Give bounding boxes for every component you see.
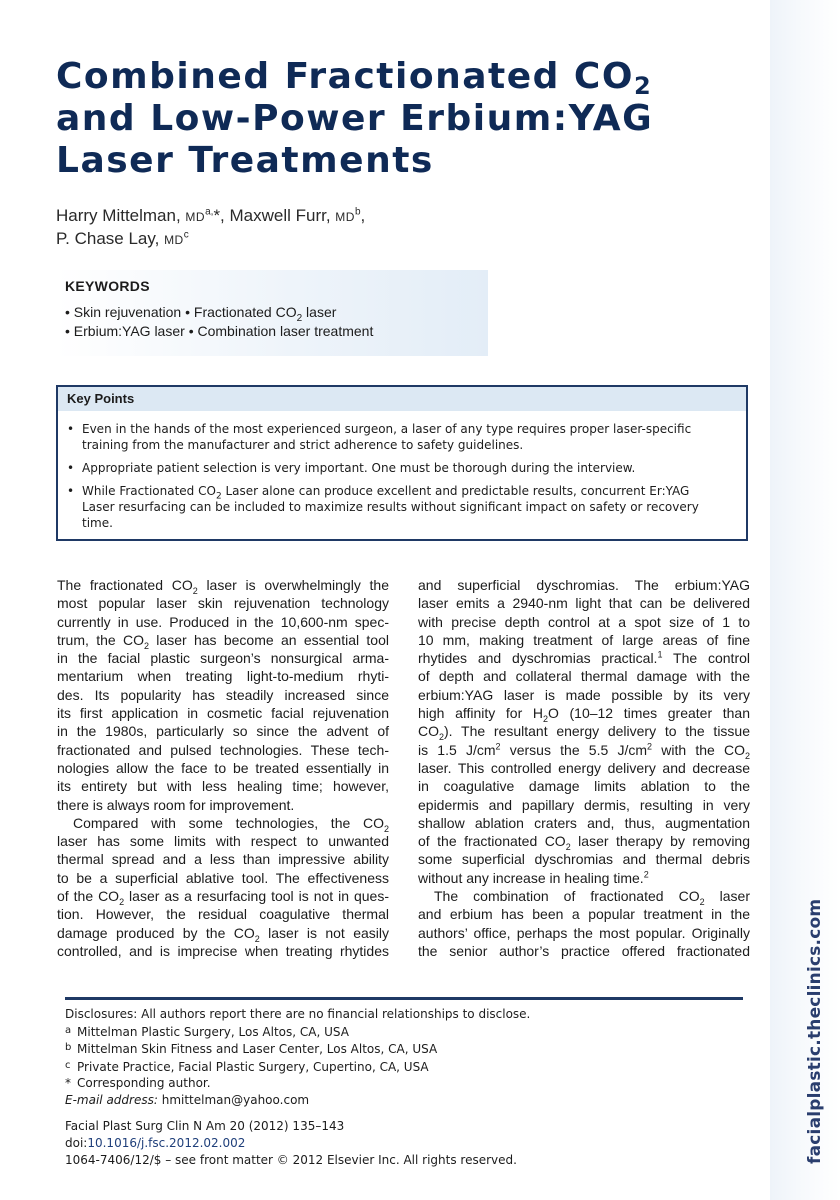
body-line: in the 1980s, particularly so since the advent of <box>57 723 389 740</box>
keywords-line-1: • Skin rejuvenation • Fractionated $CO_2$ laser <box>65 304 337 324</box>
disclosures-note: Disclosures: All authors report there are no financial relationships to disclose. <box>65 1007 531 1021</box>
article-title <box>56 56 746 182</box>
author-line-1: Harry Mittelman, $MD^{a,}*$, Maxwell Furr, $MD^b$, <box>56 206 366 225</box>
affiliation-c: c Private Practice, Facial Plastic Surgery, Cupertino, CA, USA <box>65 1059 429 1074</box>
body-line: laser. This controlled energy delivery and decrease <box>418 759 750 776</box>
email-address[interactable]: hmittelman@yahoo.com <box>161 1092 310 1107</box>
body-line: laser emits a 2940-nm light that can be delivered <box>418 595 750 612</box>
body-line: in the facial plastic surgeon’s nonsurgical arma- <box>57 650 389 667</box>
body-line: the senior author’s practice offered fractionated <box>418 942 750 959</box>
title-line-2: and Low-Power Erbium:YAG <box>56 98 654 139</box>
body-line: controlled, and is imprecise when treating rhytides <box>57 942 389 959</box>
keywords-box <box>56 270 488 356</box>
affiliation-a: a Mittelman Plastic Surgery, Los Altos, CA, USA <box>65 1024 349 1039</box>
key-points-list <box>67 421 743 538</box>
key-point-item: • While Fractionated $CO_2$ Laser alone can produce excellent and predictable results, concurrent Er:YAG Laser resurfacing can be included to maximize results without significant impact on safety or recovery time. <box>67 484 699 530</box>
body-line: fractionated and pulsed technologies. These tech- <box>57 741 389 758</box>
body-line: its entirety but with less healing time; however, <box>57 778 389 795</box>
key-point-item: • Even in the hands of the most experienced surgeon, a laser of any type requires proper laser-specific training from the manufacturer and strict adherence to safety guidelines. <box>67 422 692 452</box>
body-line: trum, the $CO_2$ laser has become an essential tool <box>57 631 389 651</box>
keywords-line-2: • Erbium:YAG laser • Combination laser treatment <box>65 323 374 339</box>
body-line: and superficial dyschromias. The erbium:YAG <box>418 577 750 593</box>
body-line: The combination of fractionated $CO_2$ laser <box>434 888 750 907</box>
corresponding-author-note: * Corresponding author. <box>65 1076 211 1090</box>
body-column-left <box>57 576 389 960</box>
body-line: laser has some limits with respect to unwanted <box>57 833 389 850</box>
body-line: its first application in cosmetic facial rejuvenation <box>57 705 389 722</box>
doi-line: doi:10.1016/j.fsc.2012.02.002 <box>65 1136 246 1150</box>
body-line: epidermis and papillary dermis, resulting in very <box>418 796 750 813</box>
body-line: authors’ office, perhaps the most popular. Originally <box>418 924 750 941</box>
body-line: Compared with some technologies, the $CO_2$ <box>73 814 389 834</box>
doi-link[interactable]: 10.1016/j.fsc.2012.02.002 <box>87 1136 246 1150</box>
body-line: in coagulative damage limits ablation to the <box>418 778 750 795</box>
body-line: mentarium when treating light-to-medium rhyti- <box>57 668 389 685</box>
body-line: without any increase in healing time.$^2$ <box>418 869 649 886</box>
body-line: damage produced by the $CO_2$ laser is not easily <box>57 924 389 944</box>
body-line: there is always room for improvement. <box>57 796 295 813</box>
author-line-2: P. Chase Lay, $MD^c$ <box>56 229 189 248</box>
body-line: currently in use. Produced in the 10,600-nm spec- <box>57 613 389 630</box>
title-line-3: Laser Treatments <box>56 140 434 181</box>
key-points-heading: Key Points <box>58 387 746 411</box>
author-list <box>56 205 656 251</box>
body-line: The fractionated $CO_2$ laser is overwhelmingly the <box>57 577 389 596</box>
body-line: nologies allow the face to be treated essentially in <box>57 759 389 776</box>
body-line: rhytides and dyschromias practical.$^1$ The control <box>418 649 751 667</box>
affiliation-b: b Mittelman Skin Fitness and Laser Center, Los Altos, CA, USA <box>65 1042 438 1056</box>
key-point-item: • Appropriate patient selection is very important. One must be thorough during the interview. <box>67 461 636 475</box>
footnotes <box>65 1006 745 1108</box>
body-line: $CO_2$). The resultant energy delivery to the tissue <box>418 723 750 743</box>
body-line: of the fractionated $CO_2$ laser therapy by removing <box>418 833 750 852</box>
body-line: some superficial dyschromias and thermal debris <box>418 851 750 868</box>
journal-citation: Facial Plast Surg Clin N Am 20 (2012) 135–143 <box>65 1119 345 1133</box>
body-line: tion. However, the residual coagulative thermal <box>57 906 389 923</box>
body-line: 10 mm, making treatment of large areas of fine <box>418 631 750 648</box>
body-line: with precise depth control at a spot size of 1 to <box>418 613 750 630</box>
body-line: of the $CO_2$ laser as a resurfacing tool is not in ques- <box>57 888 389 907</box>
body-column-right <box>418 576 750 960</box>
journal-url[interactable]: facialplastic.theclinics.com <box>805 898 825 1164</box>
footnote-divider <box>65 997 743 1000</box>
citation-block <box>65 1118 745 1169</box>
body-line: most popular laser skin rejuvenation technology <box>57 595 389 612</box>
body-line: and erbium has been a popular treatment in the <box>418 906 750 923</box>
body-line: to be a superficial ablative tool. The effectiveness <box>57 869 389 886</box>
body-line: high affinity for $H_2O$ (10–12 times greater than <box>418 705 750 724</box>
keywords-heading: KEYWORDS <box>65 278 150 294</box>
body-line: is 1.5 $J/cm^2$ versus the 5.5 $J/cm^2$ with the $CO_2$ <box>418 741 750 761</box>
copyright-line: 1064-7406/12/$ – see front matter © 2012 Elsevier Inc. All rights reserved. <box>65 1153 517 1167</box>
email-note: E-mail address: hmittelman@yahoo.com <box>65 1092 310 1107</box>
title-line-1: Combined Fractionated $CO_2$ <box>56 56 653 100</box>
key-points-box <box>56 385 748 541</box>
body-line: des. Its popularity has steadily increased since <box>57 686 389 703</box>
body-line: shallow ablation craters and, thus, augmentation <box>418 814 750 831</box>
body-line: thermal spread and a less than impressive ability <box>57 851 389 868</box>
body-line: erbium:YAG laser is made possible by its very <box>418 686 750 703</box>
body-line: of depth and collateral thermal damage with the <box>418 668 750 685</box>
